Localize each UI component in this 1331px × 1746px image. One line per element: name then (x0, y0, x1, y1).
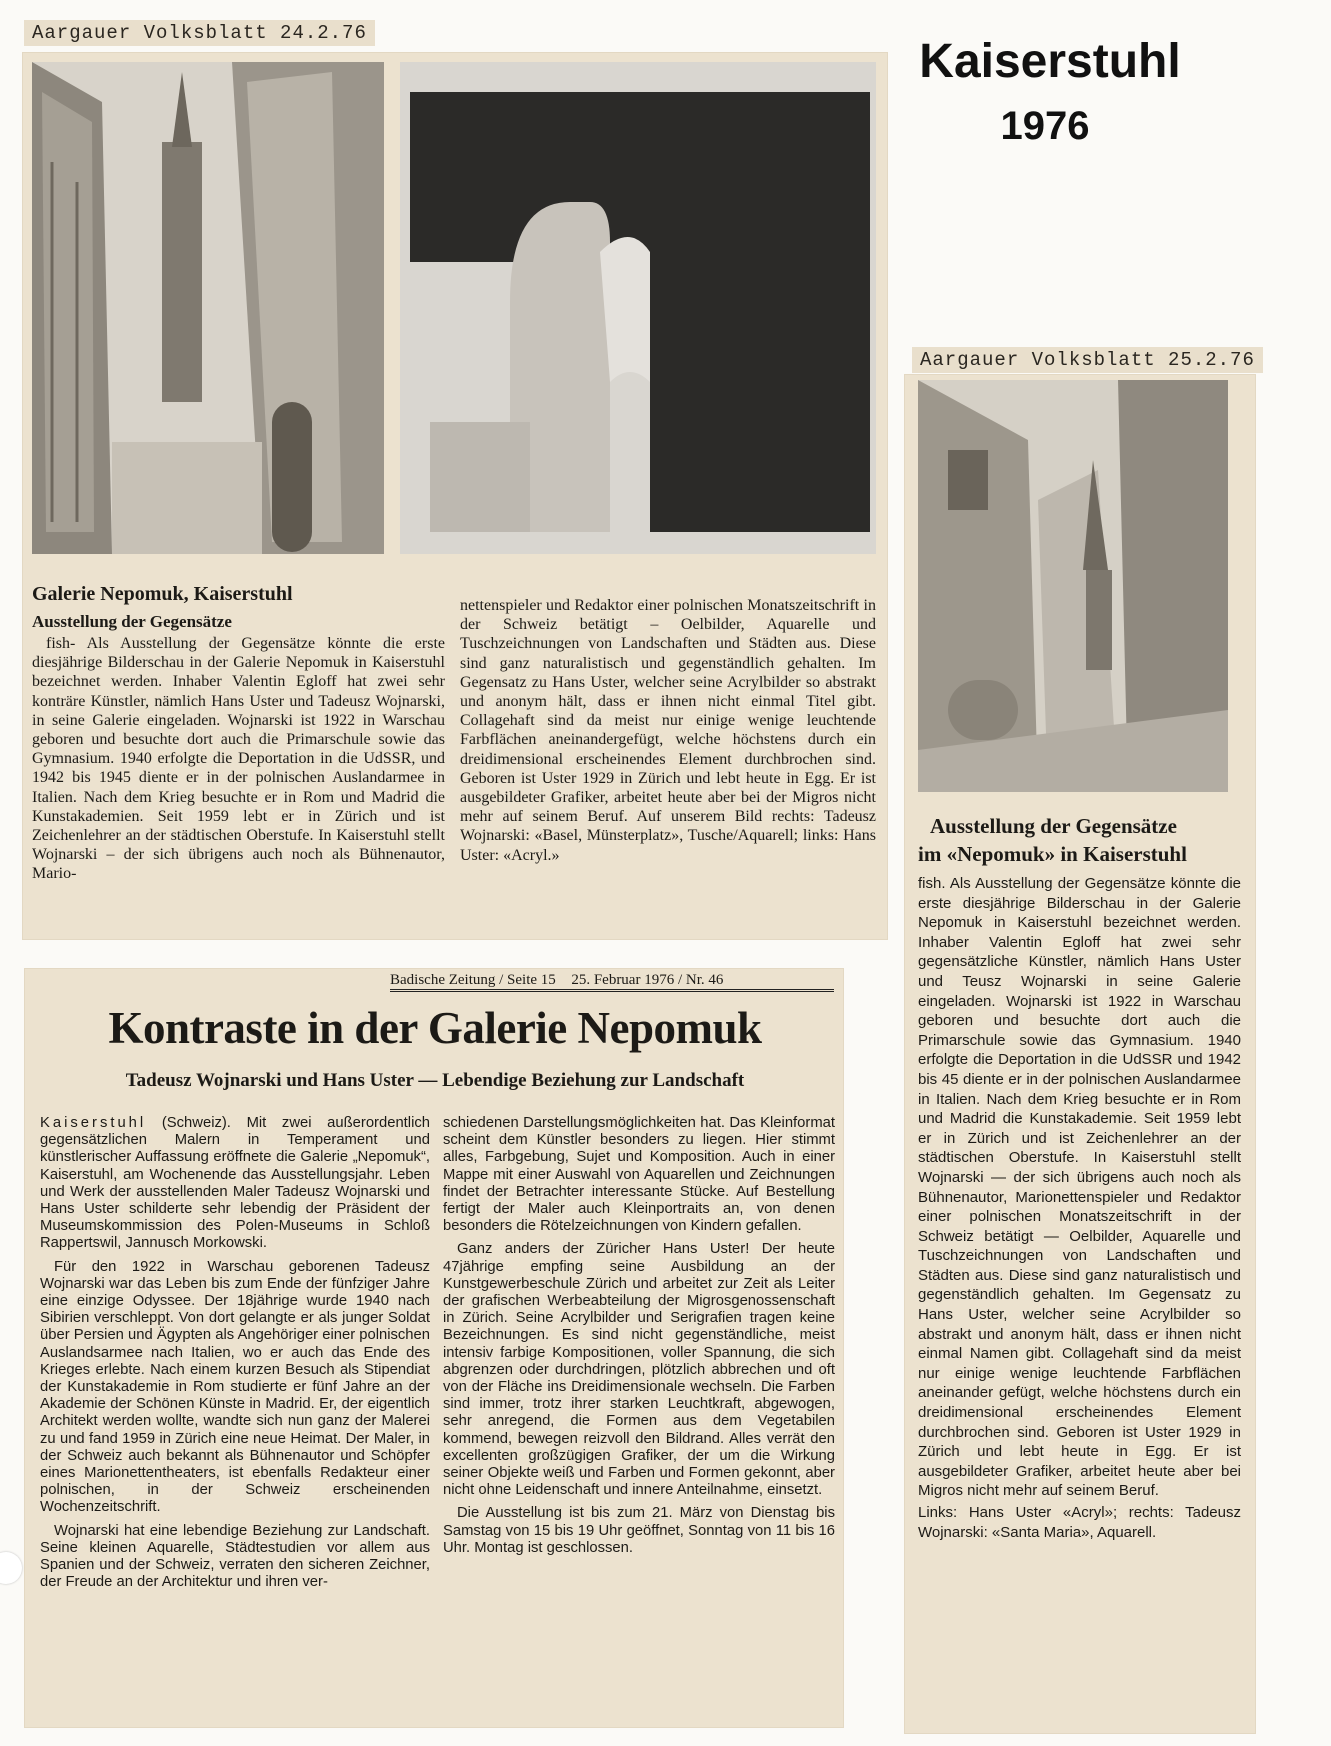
page-year: 1976 (1000, 104, 1090, 148)
clip2-source-label: Aargauer Volksblatt 25.2.76 (912, 347, 1263, 373)
clip3-paragraph-5: Ganz anders der Züricher Hans Uster! Der heute 47jährige empfing seine Ausbildung an der Kunstgewerbeschule Zürich und arbeitet zur Zeit als Leiter der grafischen Werbeabteilung der Migrosgenossenschaft in Zürich. Seine Acrylbilder und Serigrafien tragen keine Bezeichnungen. Es sind nicht gegenständliche, meist intensiv farbige Kompositionen, voller Spannung, die sich abgrenzen oder durchdringen, plötzlich abbrechen und oft von der Fläche ins Dreidimensionale wechseln. Die Farben sind immer, trotz ihrer starken Leuchtkraft, abgewogen, sehr anregend, die Formen aus dem Vegetabilen kommend, bewegen reizvoll den Bildrand. Alles verrät den excellenten großzügigen Grafiker, der um die Wirkung seiner Objekte weiß und Farben und Formen gekonnt, aber nicht ohne Leidenschaft und innere Anteilnahme, einsetzt. (443, 1241, 835, 1499)
clip1-subheadline: Ausstellung der Gegensätze (32, 612, 232, 631)
clip2-headline-2: im «Nepomuk» in Kaiserstuhl (918, 842, 1187, 866)
clip3-paragraph-2: Für den 1922 in Warschau geborenen Tadeusz Wojnarski war das Leben bis zum Ende der fünfziger Jahre eine einzige Odyssee. Der 18jährige wurde 1940 nach Sibirien verschleppt. Von dort gelangte er als junger Soldat über Persien und Ägypten als Angehöriger einer polnischen Auslandsarmee nach Italien, wo er auch das Ende des Krieges erlebte. Nach einem kurzen Besuch als Stipendiat der Kunstakademie in Rom studierte er fünf Jahre an der Akademie der Schönen Künste in Madrid. Er, der eigentlich Architekt werden wollte, wandte sich nun ganz der Malerei zu und fand 1959 in Zürich eine neue Heimat. Der Maler, in der Schweiz auch bekannt als Bühnenautor und Schöpfer eines Marionettentheaters, ist ebenfalls Redakteur einer polnischen, in der Schweiz erscheinenden Wochenzeitschrift. (40, 1258, 430, 1516)
clip2-body (918, 874, 1241, 1542)
clip3-paragraph-1-text: (Schweiz). Mit zwei außerordentlich gegensätzlichen Malern in Temperament und künstlerischer Auffassung eröffnete die Galerie „Nepomuk“, Kaiserstuhl, am Wochenende das Ausstellungsjahr. Leben und Werk der ausstellenden Maler Tadeusz Wojnarski und Hans Uster schilderte sehr lebendig der Präsident der Museumskommission des Polen-Museums in Schloß Rappertswil, Jannusch Morkowski. (40, 1115, 430, 1252)
clip2-headline-1: Ausstellung der Gegensätze (930, 814, 1177, 838)
clip3-paragraph-6: Die Ausstellung ist bis zum 21. März von Dienstag bis Samstag von 15 bis 19 Uhr geöffnet, Sonntag von 11 bis 16 Uhr. Montag ist geschlossen. (443, 1505, 835, 1556)
clip3-dateline: Kaiserstuhl (40, 1115, 147, 1131)
clip3-header (390, 972, 834, 992)
clip3-column-right (443, 1115, 835, 1557)
clip3-date: 25. Februar 1976 / Nr. 46 (571, 972, 724, 988)
clip2-image-street (918, 380, 1228, 792)
clip2-body-text: fish. Als Ausstellung der Gegensätze könnte die erste diesjährige Bilderschau in der Galerie Nepomuk in Kaiserstuhl bezeichnet werden. Inhaber Valentin Egloff hat zwei sehr gegensätzliche Künstler, nämlich Hans Uster und Teusz Wojnarski in seine Galerie eingeladen. Wojnarski ist 1922 in Warschau geboren und besuchte dort auch die Primarschule sowie das Gymnasium. 1940 erfolgte die Deportation in die UdSSR und 1942 bis 45 diente er in der polnischen Auslandarmee in Italien. Nach dem Krieg besuchte er in Rom und Madrid die Kunstakademie. Seit 1959 lebt er in Zürich und ist Zeichenlehrer an der städtischen Oberstufe. In Kaiserstuhl stellt Wojnarski — der sich übrigens auch noch als Bühnenautor, Marionettenspieler und Redaktor einer polnischen Monatszeitschrift in der Schweiz betätigt — Oelbilder, Aquarelle und Tuschzeichnungen von Landschaften und Städten aus. Diese sind ganz naturalistisch und gegenständlich gehalten. Im Gegensatz zu Hans Uster, welcher seine Acrylbilder so abstrakt und anonym hält, dass er ihnen nicht einmal Namen gibt. Collagehaft sind da meist nur einige wenige leuchtende Farbflächen aneinander gefügt, welche höchstens durch ein dreidimensional erscheinendes Element durchbrochen sind. Geboren ist Uster 1929 in Zürich und lebt heute in Egg. Er ist ausgebildeter Grafiker, arbeitet heute aber bei Migros nicht mehr auf seinem Beruf. (918, 875, 1241, 1500)
clip3-subheadline: Tadeusz Wojnarski und Hans Uster — Lebendige Beziehung zur Landschaft (125, 1070, 745, 1091)
clip3-paragraph-3: Wojnarski hat eine lebendige Beziehung zur Landschaft. Seine kleinen Aquarelle, Städtestudien vor allem aus Spanien und der Schweiz, verraten den sicheren Zeichner, der Freude an der Architektur und ihren ver- (40, 1522, 430, 1591)
clip1-image-right-abstract (400, 62, 876, 554)
clip1-col1-text: fish- Als Ausstellung der Gegensätze könnte die erste diesjährige Bilderschau in der Galerie Nepomuk in Kaiserstuhl bezeichnet werden. Inhaber Valentin Egloff hat zwei sehr konträre Künstler, nämlich Hans Uster und Tadeusz Wojnarski, in seine Galerie eingeladen. Wojnarski ist 1922 in Warschau geboren und besuchte dort auch die Primarschule sowie das Gymnasium. 1940 erfolgte die Deportation in die UdSSR, und 1942 bis 1945 diente er in der polnischen Auslandarmee in Italien. Nach dem Krieg besuchte er in Rom und Madrid die Kunstakademien. Seit 1959 lebt er in Zürich und ist Zeichenlehrer an der städtischen Oberstufe. In Kaiserstuhl stellt Wojnarski – der sich übrigens auch noch als Bühnenautor, Mario- (32, 635, 445, 883)
clip3-paragraph-1 (40, 1115, 430, 1253)
clip3-paragraph-4: schiedenen Darstellungsmöglichkeiten hat. Das Kleinformat scheint dem Künstler besonders zu liegen. Hier stimmt alles, Farbgebung, Sujet und Komposition. Auch in einer Mappe mit einer Auswahl von Aquarellen und Zeichnungen findet der Betrachter interessante Stücke. Auf Bestellung fertigt der Maler auch Kleinportraits an, von denen besonders die Rötelzeichnungen von Kindern gefallen. (443, 1115, 835, 1235)
clip1-source-label: Aargauer Volksblatt 24.2.76 (24, 20, 375, 46)
clip1-image-left-street (32, 62, 384, 554)
clip3-column-left (40, 1115, 430, 1591)
clip1-column-right (460, 596, 876, 865)
clip1-col2-text: nettenspieler und Redaktor einer polnischen Monatszeitschrift in der Schweiz betätigt – Oelbilder, Aquarelle und Tuschzeichnungen von Landschaften und Städten aus. Diese sind ganz naturalistisch und gegenständlich gehalten. Im Gegensatz zu Hans Uster, welcher seine Acrylbilder so abstrakt und anonym hält, dass er ihnen nicht einmal Titel gibt. Collagehaft sind da meist nur einige wenige leuchtende Farbflächen aneinandergefügt, welche höchstens durch ein dreidimensional erscheinendes Element durchbrochen sind. Geboren ist Uster 1929 in Zürich und lebt heute in Egg. Er ist ausgebildeter Grafiker, arbeitet heute aber bei der Migros nicht mehr auf seinem Beruf. Auf unserem Bild rechts: Tadeusz Wojnarski: «Basel, Münsterplatz», Tusche/Aquarell; links: Hans Uster: «Acryl.» (460, 597, 876, 864)
clip3-source: Badische Zeitung / Seite 15 (390, 972, 556, 988)
binder-hole (0, 1552, 22, 1584)
clip1-column-left (32, 634, 445, 884)
page-title: Kaiserstuhl (919, 35, 1181, 88)
clip3-headline: Kontraste in der Galerie Nepomuk (108, 1003, 762, 1053)
clip1-headline: Galerie Nepomuk, Kaiserstuhl (32, 583, 293, 605)
clip2-caption: Links: Hans Uster «Acryl»; rechts: Tadeusz Wojnarski: «Santa Maria», Aquarell. (918, 1504, 1241, 1541)
